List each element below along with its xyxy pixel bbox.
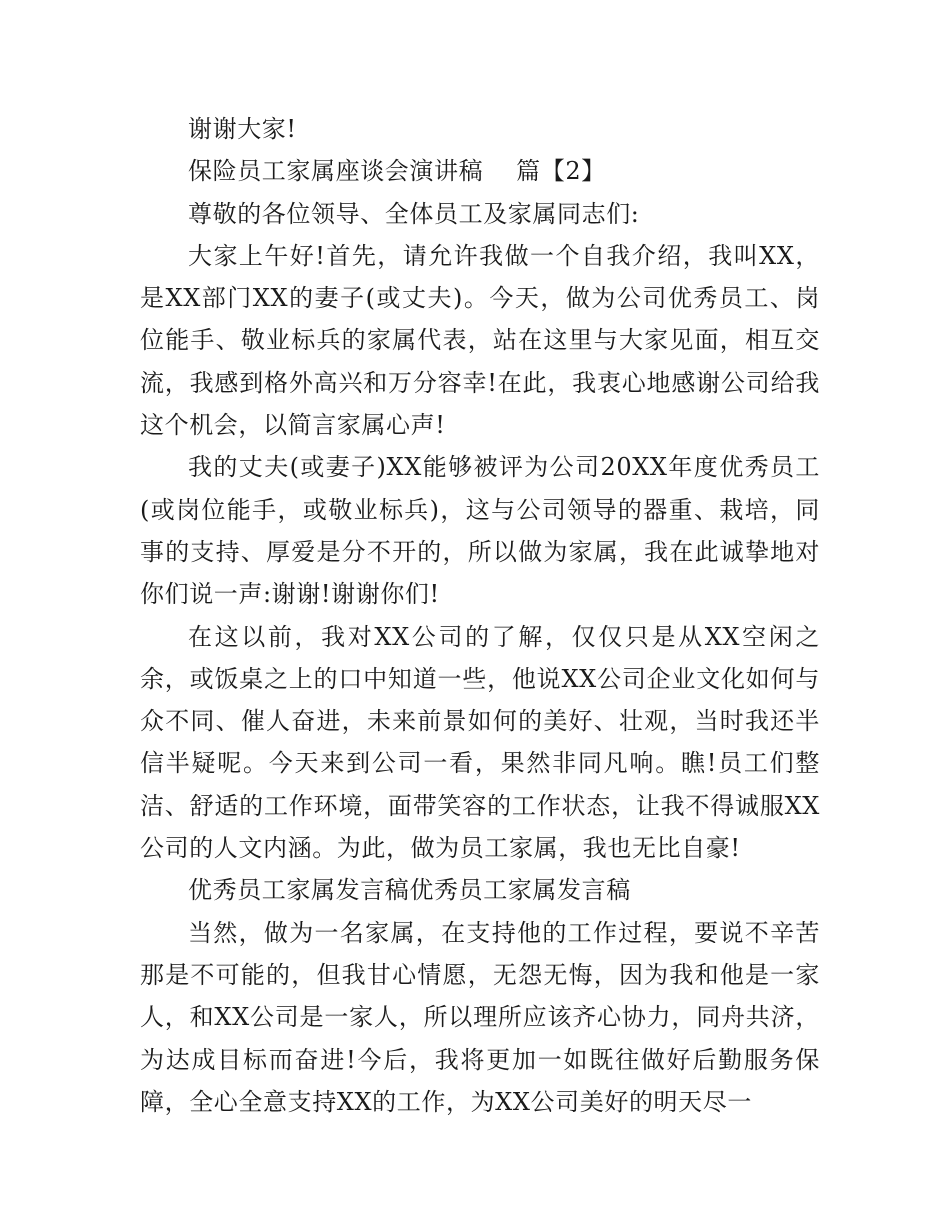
paragraph-commitment: 当然，做为一名家属，在支持他的工作过程，要说不辛苦那是不可能的，但我甘心情愿，无怨无悔，因为我和他是一家人，和XX公司是一家人，所以理所应该齐心协力，同舟共济，为达成目标而奋进!今后，我将更加一如既往做好后勤服务保障，全心全意支持XX的工作，为XX公司美好的明天尽一 (140, 918, 820, 1116)
paragraph-thanks: 我的丈夫(或妻子)XX能够被评为公司20XX年度优秀员工(或岗位能手，或敬业标兵)，这与公司领导的器重、栽培，同事的支持、厚爱是分不开的，所以做为家属，我在此诚挚地对你们说一声:谢谢!谢谢你们! (140, 453, 820, 609)
paragraph-impression: 在这以前，我对XX公司的了解，仅仅只是从XX空闲之余，或饭桌之上的口中知道一些，他说XX公司企业文化如何与众不同、催人奋进，未来前景如何的美好、壮观，当时我还半信半疑呢。今天来到公司一看，果然非同凡响。瞧!员工们整洁、舒适的工作环境，面带笑容的工作状态，让我不得诚服XX公司的人文内涵。为此，做为员工家属，我也无比自豪! (140, 622, 820, 863)
closing-line: 谢谢大家! (188, 115, 297, 143)
salutation: 尊敬的各位领导、全体员工及家属同志们: (188, 199, 640, 228)
paragraph-introduction: 大家上午好!首先，请允许我做一个自我介绍，我叫XX，是XX部门XX的妻子(或丈夫)。今天，做为公司优秀员工、岗位能手、敬业标兵的家属代表，站在这里与大家见面，相互交流，我感到格外高兴和万分容幸!在此，我衷心地感谢公司给我这个机会，以简言家属心声! (140, 241, 820, 440)
document-body (140, 108, 820, 1123)
section-title: 保险员工家属座谈会演讲稿 篇【2】 (188, 157, 606, 186)
subheading-line: 优秀员工家属发言稿优秀员工家属发言稿 (188, 876, 631, 905)
